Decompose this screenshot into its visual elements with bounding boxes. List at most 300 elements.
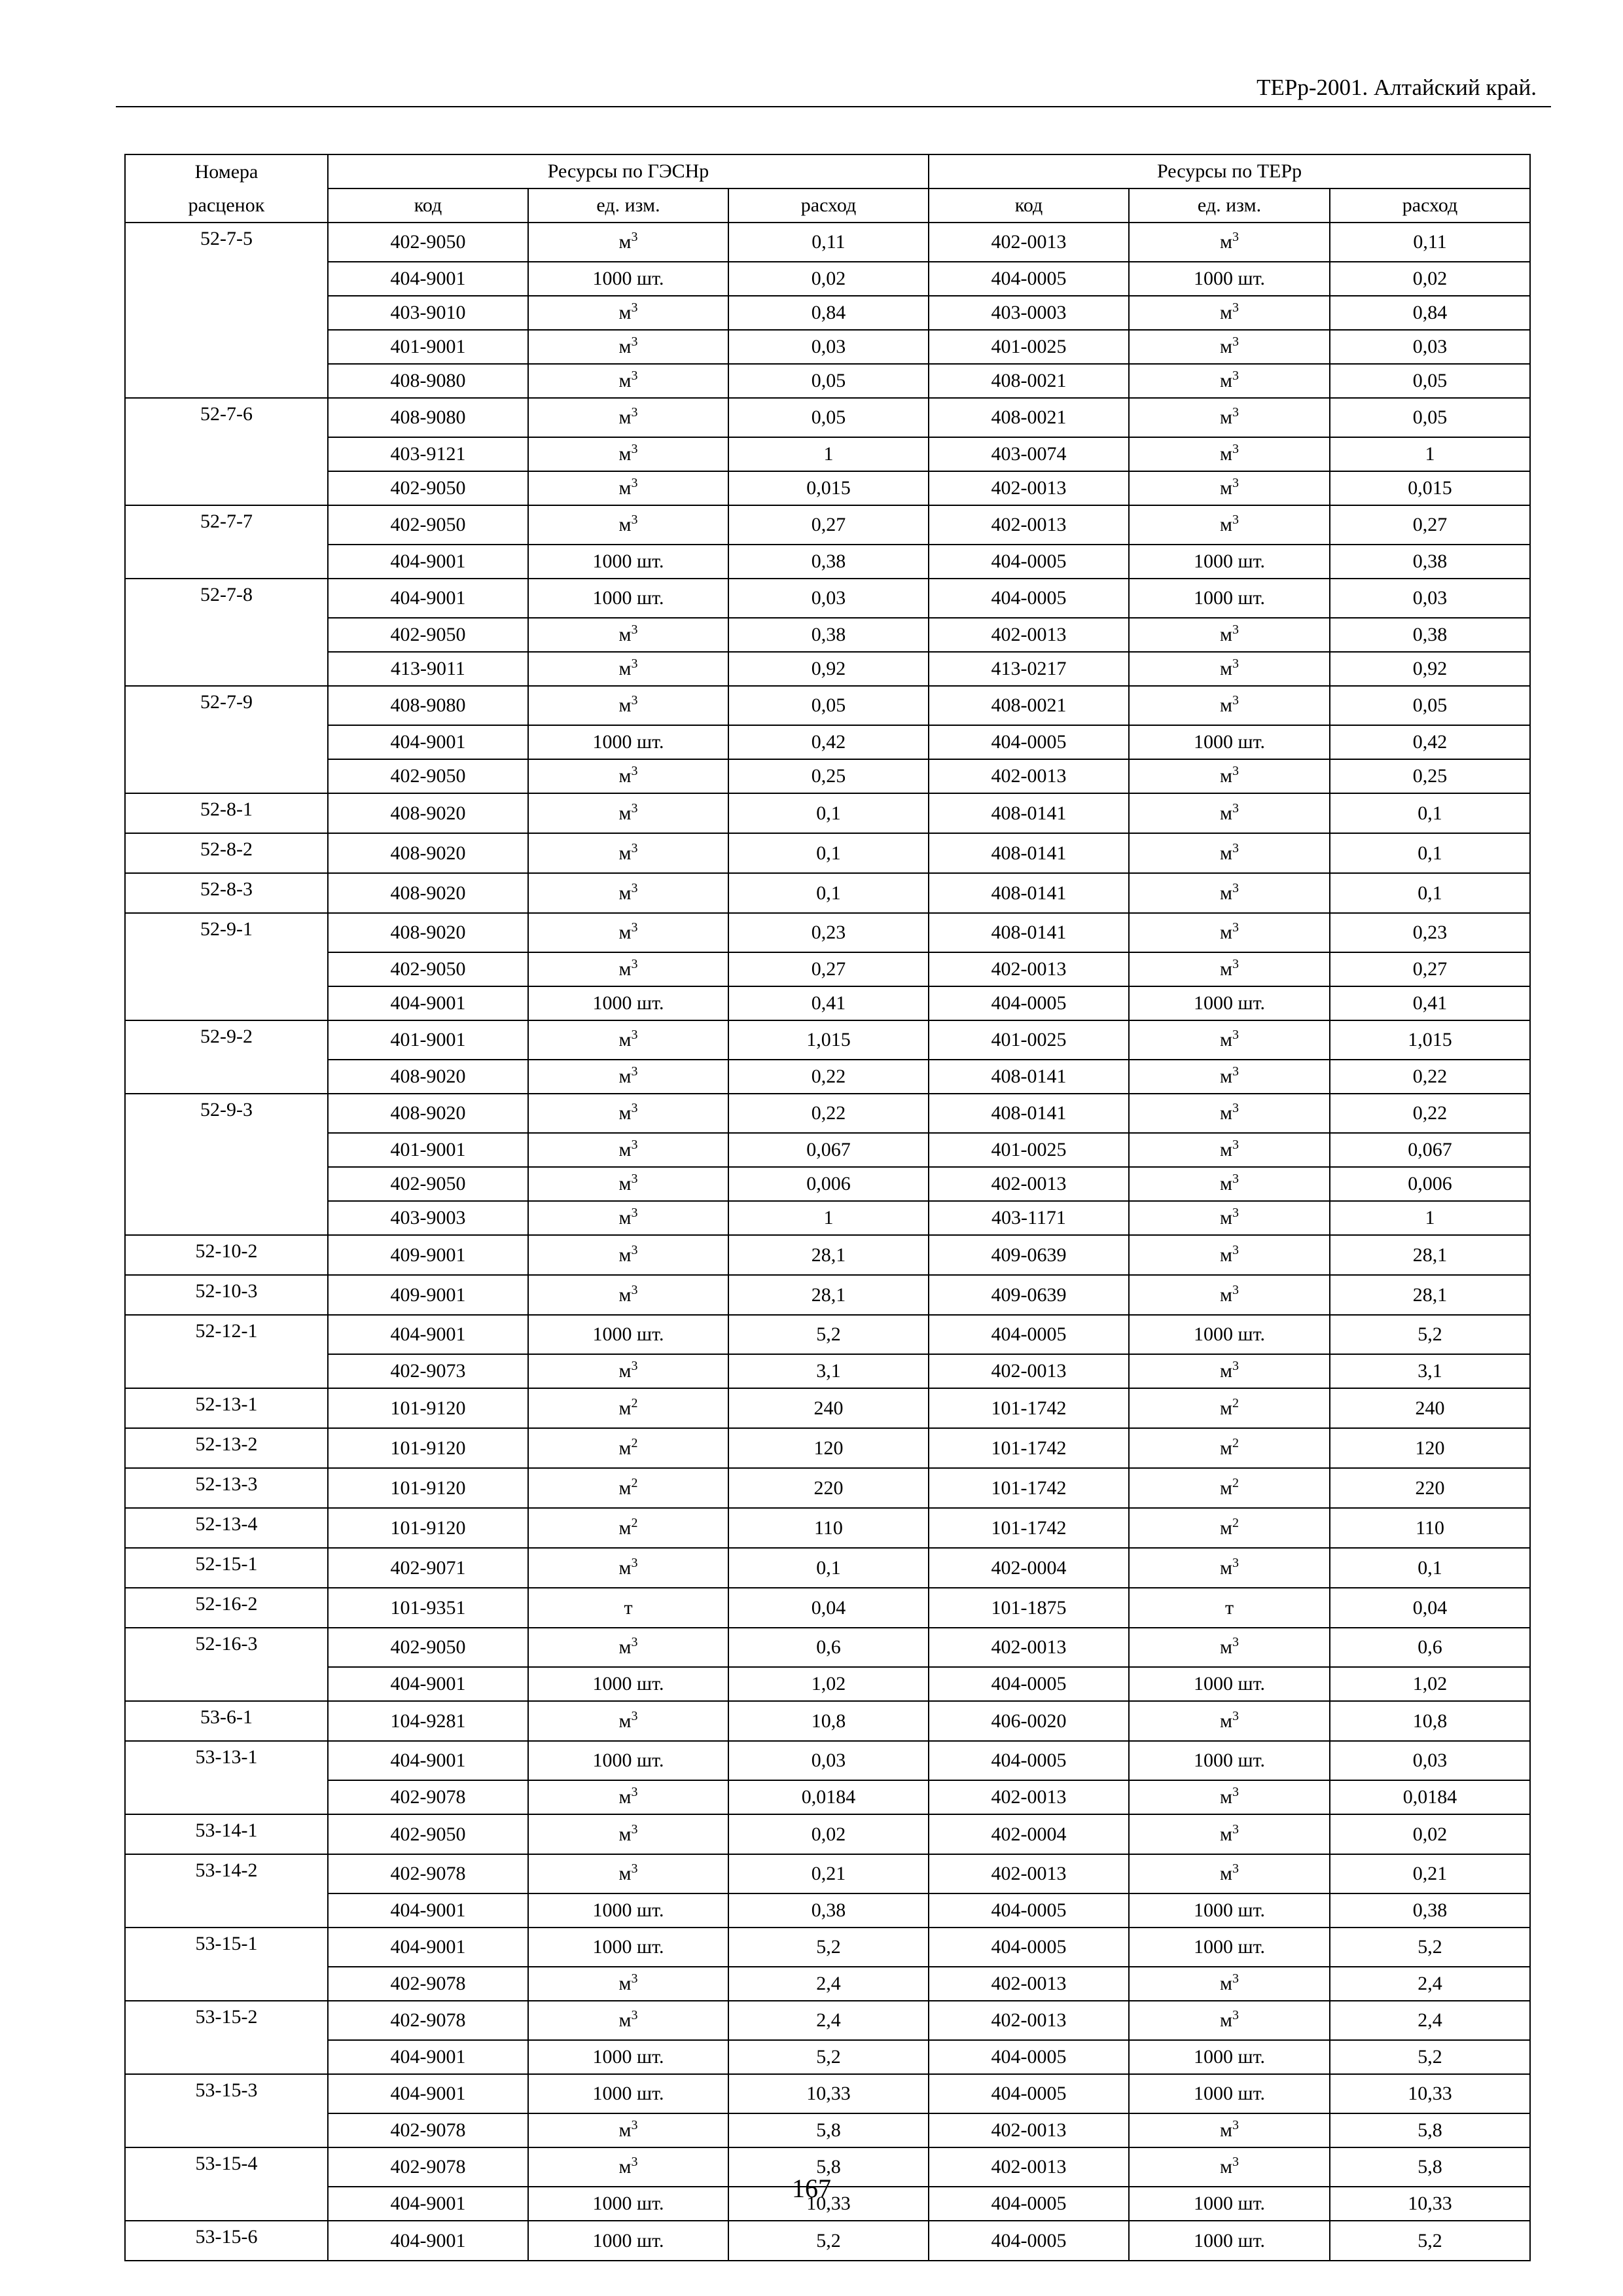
ter-unit-cell: $м^3$ [1129, 1548, 1330, 1588]
table-row [125, 1020, 1530, 1060]
ter-code-cell: 404-0005 [929, 1315, 1129, 1354]
gesn-unit-cell: 1000 шт. [528, 2040, 728, 2074]
gesn-code-cell: 404-9001 [328, 1667, 528, 1701]
gesn-code-cell: 403-9121 [328, 437, 528, 471]
gesn-unit-cell: $м^3$ [528, 652, 728, 686]
ter-rate-cell: 0,1 [1330, 873, 1530, 913]
gesn-code-cell: 401-9001 [328, 1133, 528, 1167]
ter-unit-cell: 1000 шт. [1129, 986, 1330, 1020]
ter-unit-cell: $м^3$ [1129, 2147, 1330, 2187]
ter-rate-cell: 0,92 [1330, 652, 1530, 686]
gesn-unit-cell: $м^3$ [528, 1854, 728, 1893]
gesn-rate-cell: 0,22 [728, 1060, 929, 1094]
table-row [125, 652, 1530, 686]
ter-code-cell: 404-0005 [929, 1928, 1129, 1967]
gesn-code-cell: 409-9001 [328, 1275, 528, 1315]
ter-code-cell: 402-0013 [929, 223, 1129, 262]
gesn-rate-cell: 0,23 [728, 913, 929, 952]
rate-number-cell: 52-13-1 [125, 1388, 328, 1428]
ter-unit-cell: $м^3$ [1129, 330, 1330, 364]
gesn-unit-cell: $м^3$ [528, 364, 728, 398]
gesn-code-cell: 409-9001 [328, 1235, 528, 1275]
gesn-unit-cell: $м^3$ [528, 1060, 728, 1094]
gesn-rate-cell: 5,8 [728, 2113, 929, 2147]
table-row [125, 437, 1530, 471]
rate-number-cell [125, 296, 328, 330]
gesn-rate-cell: 0,0184 [728, 1780, 929, 1814]
gesn-unit-cell: $м^2$ [528, 1508, 728, 1548]
gesn-code-cell: 101-9120 [328, 1468, 528, 1508]
ter-rate-cell: 0,015 [1330, 471, 1530, 505]
rate-number-cell [125, 952, 328, 986]
ter-rate-cell: 1,02 [1330, 1667, 1530, 1701]
gesn-rate-cell: 0,05 [728, 364, 929, 398]
ter-rate-cell: 0,41 [1330, 986, 1530, 1020]
gesn-code-cell: 408-9020 [328, 833, 528, 873]
ter-rate-cell: 2,4 [1330, 1967, 1530, 2001]
ter-unit-cell: $м^3$ [1129, 913, 1330, 952]
table-row [125, 986, 1530, 1020]
ter-unit-cell: $м^3$ [1129, 833, 1330, 873]
gesn-rate-cell: 0,38 [728, 545, 929, 579]
ter-unit-cell: 1000 шт. [1129, 545, 1330, 579]
ter-rate-cell: 120 [1330, 1428, 1530, 1468]
gesn-rate-cell: 0,067 [728, 1133, 929, 1167]
ter-unit-cell: 1000 шт. [1129, 262, 1330, 296]
table-row [125, 1588, 1530, 1628]
gesn-code-cell: 402-9078 [328, 2147, 528, 2187]
ter-code-cell: 403-0074 [929, 437, 1129, 471]
column-group-ter: Ресурсы по ТЕРр [929, 154, 1530, 188]
ter-unit-cell: $м^3$ [1129, 398, 1330, 437]
column-header-ter-rate: расход [1330, 188, 1530, 223]
gesn-rate-cell: 0,1 [728, 1548, 929, 1588]
gesn-code-cell: 408-9020 [328, 1094, 528, 1133]
gesn-rate-cell: 0,02 [728, 1814, 929, 1854]
gesn-rate-cell: 0,22 [728, 1094, 929, 1133]
ter-rate-cell: 240 [1330, 1388, 1530, 1428]
table-row [125, 2040, 1530, 2074]
gesn-unit-cell: 1000 шт. [528, 1315, 728, 1354]
rate-number-cell [125, 1667, 328, 1701]
ter-unit-cell: $м^3$ [1129, 1967, 1330, 2001]
gesn-rate-cell: 5,2 [728, 2040, 929, 2074]
table-row [125, 873, 1530, 913]
rate-number-cell: 53-6-1 [125, 1701, 328, 1741]
gesn-code-cell: 402-9050 [328, 471, 528, 505]
gesn-rate-cell: 0,1 [728, 873, 929, 913]
ter-code-cell: 402-0013 [929, 2113, 1129, 2147]
gesn-code-cell: 403-9003 [328, 1201, 528, 1235]
gesn-rate-cell: 240 [728, 1388, 929, 1428]
ter-code-cell: 408-0021 [929, 364, 1129, 398]
gesn-unit-cell: $м^3$ [528, 1020, 728, 1060]
ter-rate-cell: 0,27 [1330, 952, 1530, 986]
gesn-unit-cell: $м^3$ [528, 2001, 728, 2040]
gesn-rate-cell: 10,33 [728, 2074, 929, 2113]
ter-code-cell: 402-0013 [929, 505, 1129, 545]
ter-code-cell: 402-0013 [929, 1628, 1129, 1667]
ter-unit-cell: $м^3$ [1129, 652, 1330, 686]
table-row [125, 1854, 1530, 1893]
ter-code-cell: 402-0013 [929, 759, 1129, 793]
ter-unit-cell: 1000 шт. [1129, 725, 1330, 759]
gesn-unit-cell: $м^3$ [528, 913, 728, 952]
rate-number-cell: 53-14-1 [125, 1814, 328, 1854]
rate-number-cell [125, 2040, 328, 2074]
ter-code-cell: 406-0020 [929, 1701, 1129, 1741]
table-row [125, 2221, 1530, 2261]
ter-rate-cell: 0,38 [1330, 618, 1530, 652]
ter-rate-cell: 0,02 [1330, 262, 1530, 296]
rate-number-cell [125, 262, 328, 296]
ter-code-cell: 404-0005 [929, 2187, 1129, 2221]
gesn-rate-cell: 0,21 [728, 1854, 929, 1893]
table-row [125, 1428, 1530, 1468]
gesn-unit-cell: $м^2$ [528, 1468, 728, 1508]
table-row [125, 1060, 1530, 1094]
ter-rate-cell: 3,1 [1330, 1354, 1530, 1388]
gesn-rate-cell: 3,1 [728, 1354, 929, 1388]
ter-unit-cell: $м^3$ [1129, 505, 1330, 545]
gesn-unit-cell: $м^3$ [528, 223, 728, 262]
rate-number-cell [125, 1893, 328, 1928]
rate-number-cell: 52-13-3 [125, 1468, 328, 1508]
ter-unit-cell: $м^2$ [1129, 1508, 1330, 1548]
table-row [125, 913, 1530, 952]
gesn-unit-cell: $м^3$ [528, 505, 728, 545]
gesn-rate-cell: 0,006 [728, 1167, 929, 1201]
ter-code-cell: 402-0013 [929, 1967, 1129, 2001]
ter-rate-cell: 0,03 [1330, 1741, 1530, 1780]
rate-number-cell: 53-15-3 [125, 2074, 328, 2113]
gesn-code-cell: 404-9001 [328, 2221, 528, 2261]
gesn-code-cell: 402-9050 [328, 505, 528, 545]
gesn-unit-cell: $м^3$ [528, 1275, 728, 1315]
gesn-code-cell: 404-9001 [328, 2187, 528, 2221]
table-row [125, 1893, 1530, 1928]
table-row [125, 296, 1530, 330]
gesn-unit-cell: $м^3$ [528, 398, 728, 437]
ter-rate-cell: 0,84 [1330, 296, 1530, 330]
table-row [125, 364, 1530, 398]
ter-unit-cell: $м^2$ [1129, 1388, 1330, 1428]
rate-number-cell: 52-16-3 [125, 1628, 328, 1667]
rate-number-cell: 52-9-3 [125, 1094, 328, 1133]
rate-number-cell: 52-7-6 [125, 398, 328, 437]
ter-unit-cell: 1000 шт. [1129, 2221, 1330, 2261]
ter-unit-cell: 1000 шт. [1129, 1893, 1330, 1928]
ter-code-cell: 404-0005 [929, 1667, 1129, 1701]
ter-unit-cell: $м^3$ [1129, 793, 1330, 833]
ter-unit-cell: $м^3$ [1129, 686, 1330, 725]
gesn-code-cell: 404-9001 [328, 725, 528, 759]
ter-code-cell: 101-1875 [929, 1588, 1129, 1628]
gesn-rate-cell: 5,2 [728, 1928, 929, 1967]
rate-number-cell: 52-7-8 [125, 579, 328, 618]
rate-number-cell: 52-9-1 [125, 913, 328, 952]
gesn-code-cell: 408-9020 [328, 913, 528, 952]
ter-unit-cell: 1000 шт. [1129, 1928, 1330, 1967]
ter-unit-cell: $м^3$ [1129, 364, 1330, 398]
ter-unit-cell: $м^3$ [1129, 1094, 1330, 1133]
ter-rate-cell: 0,006 [1330, 1167, 1530, 1201]
ter-code-cell: 409-0639 [929, 1275, 1129, 1315]
gesn-unit-cell: 1000 шт. [528, 579, 728, 618]
gesn-code-cell: 402-9050 [328, 1167, 528, 1201]
table-row [125, 725, 1530, 759]
rate-number-cell: 52-16-2 [125, 1588, 328, 1628]
gesn-code-cell: 402-9050 [328, 952, 528, 986]
ter-unit-cell: $м^3$ [1129, 1354, 1330, 1388]
ter-code-cell: 402-0013 [929, 618, 1129, 652]
gesn-rate-cell: 0,05 [728, 686, 929, 725]
ter-code-cell: 404-0005 [929, 2221, 1129, 2261]
rate-number-cell [125, 545, 328, 579]
ter-rate-cell: 10,8 [1330, 1701, 1530, 1741]
ter-unit-cell: $м^3$ [1129, 1814, 1330, 1854]
gesn-code-cell: 408-9080 [328, 364, 528, 398]
ter-code-cell: 404-0005 [929, 2074, 1129, 2113]
gesn-rate-cell: 1,015 [728, 1020, 929, 1060]
table-row [125, 2001, 1530, 2040]
ter-unit-cell: $м^3$ [1129, 1201, 1330, 1235]
rate-number-cell: 53-15-4 [125, 2147, 328, 2187]
ter-unit-cell: $м^3$ [1129, 759, 1330, 793]
ter-code-cell: 404-0005 [929, 986, 1129, 1020]
gesn-unit-cell: 1000 шт. [528, 1741, 728, 1780]
gesn-rate-cell: 0,03 [728, 330, 929, 364]
gesn-rate-cell: 110 [728, 1508, 929, 1548]
ter-rate-cell: 0,03 [1330, 579, 1530, 618]
gesn-unit-cell: $м^3$ [528, 2113, 728, 2147]
ter-unit-cell: $м^3$ [1129, 1235, 1330, 1275]
ter-rate-cell: 0,25 [1330, 759, 1530, 793]
gesn-rate-cell: 0,25 [728, 759, 929, 793]
rate-number-cell [125, 1201, 328, 1235]
ter-code-cell: 413-0217 [929, 652, 1129, 686]
table-row [125, 1814, 1530, 1854]
table-row [125, 262, 1530, 296]
gesn-code-cell: 402-9071 [328, 1548, 528, 1588]
ter-unit-cell: $м^3$ [1129, 1020, 1330, 1060]
ter-rate-cell: 0,23 [1330, 913, 1530, 952]
ter-code-cell: 402-0013 [929, 1167, 1129, 1201]
table-row [125, 952, 1530, 986]
ter-code-cell: 402-0013 [929, 2147, 1129, 2187]
gesn-rate-cell: 0,92 [728, 652, 929, 686]
column-header-number-top: Номера [125, 154, 328, 188]
gesn-rate-cell: 0,38 [728, 618, 929, 652]
ter-code-cell: 402-0013 [929, 2001, 1129, 2040]
gesn-rate-cell: 0,1 [728, 793, 929, 833]
gesn-code-cell: 101-9120 [328, 1388, 528, 1428]
gesn-code-cell: 413-9011 [328, 652, 528, 686]
ter-unit-cell: $м^3$ [1129, 2113, 1330, 2147]
gesn-code-cell: 402-9078 [328, 1854, 528, 1893]
ter-rate-cell: 28,1 [1330, 1235, 1530, 1275]
ter-unit-cell: 1000 шт. [1129, 579, 1330, 618]
ter-code-cell: 401-0025 [929, 1133, 1129, 1167]
ter-unit-cell: $м^2$ [1129, 1428, 1330, 1468]
ter-code-cell: 402-0013 [929, 952, 1129, 986]
ter-code-cell: 402-0013 [929, 1780, 1129, 1814]
ter-code-cell: 409-0639 [929, 1235, 1129, 1275]
gesn-code-cell: 404-9001 [328, 1741, 528, 1780]
ter-unit-cell: $м^3$ [1129, 1854, 1330, 1893]
ter-code-cell: 402-0004 [929, 1814, 1129, 1854]
ter-unit-cell: 1000 шт. [1129, 1667, 1330, 1701]
ter-unit-cell: $м^3$ [1129, 1275, 1330, 1315]
ter-code-cell: 404-0005 [929, 1893, 1129, 1928]
gesn-unit-cell: $м^3$ [528, 618, 728, 652]
gesn-unit-cell: $м^3$ [528, 2147, 728, 2187]
table-row [125, 471, 1530, 505]
table-row [125, 1928, 1530, 1967]
table-header-row-1 [125, 154, 1530, 188]
ter-unit-cell: $м^3$ [1129, 471, 1330, 505]
gesn-code-cell: 408-9020 [328, 873, 528, 913]
ter-unit-cell: 1000 шт. [1129, 1315, 1330, 1354]
rate-number-cell: 52-8-3 [125, 873, 328, 913]
gesn-unit-cell: $м^3$ [528, 873, 728, 913]
gesn-unit-cell: $м^2$ [528, 1428, 728, 1468]
ter-code-cell: 101-1742 [929, 1388, 1129, 1428]
rate-number-cell [125, 2113, 328, 2147]
gesn-code-cell: 408-9020 [328, 1060, 528, 1094]
ter-rate-cell: 1 [1330, 1201, 1530, 1235]
gesn-rate-cell: 0,11 [728, 223, 929, 262]
column-header-ter-code: код [929, 188, 1129, 223]
table-row [125, 1548, 1530, 1588]
ter-rate-cell: 5,2 [1330, 1928, 1530, 1967]
gesn-code-cell: 401-9001 [328, 330, 528, 364]
gesn-unit-cell: 1000 шт. [528, 725, 728, 759]
rate-number-cell [125, 1354, 328, 1388]
table-row [125, 1388, 1530, 1428]
gesn-unit-cell: $м^3$ [528, 1167, 728, 1201]
table-row [125, 759, 1530, 793]
table-row [125, 833, 1530, 873]
ter-unit-cell: $м^3$ [1129, 2001, 1330, 2040]
rate-number-cell [125, 652, 328, 686]
ter-unit-cell: 1000 шт. [1129, 1741, 1330, 1780]
ter-rate-cell: 0,22 [1330, 1060, 1530, 1094]
ter-code-cell: 403-0003 [929, 296, 1129, 330]
table-row [125, 1701, 1530, 1741]
table-row [125, 1468, 1530, 1508]
ter-rate-cell: 5,2 [1330, 2040, 1530, 2074]
table-row [125, 1235, 1530, 1275]
table-row [125, 1508, 1530, 1548]
gesn-code-cell: 402-9073 [328, 1354, 528, 1388]
gesn-code-cell: 404-9001 [328, 1928, 528, 1967]
table-row [125, 1133, 1530, 1167]
gesn-unit-cell: 1000 шт. [528, 1893, 728, 1928]
gesn-unit-cell: 1000 шт. [528, 1928, 728, 1967]
table-row [125, 1667, 1530, 1701]
gesn-unit-cell: $м^3$ [528, 833, 728, 873]
ter-rate-cell: 0,05 [1330, 364, 1530, 398]
column-header-number-bottom: расценок [125, 188, 328, 223]
gesn-rate-cell: 0,42 [728, 725, 929, 759]
page-header [116, 73, 1551, 107]
ter-rate-cell: 5,2 [1330, 1315, 1530, 1354]
table-row [125, 1741, 1530, 1780]
gesn-unit-cell: $м^3$ [528, 1201, 728, 1235]
ter-unit-cell: 1000 шт. [1129, 2040, 1330, 2074]
gesn-code-cell: 402-9050 [328, 759, 528, 793]
rate-number-cell: 52-15-1 [125, 1548, 328, 1588]
ter-unit-cell: $м^3$ [1129, 1780, 1330, 1814]
gesn-rate-cell: 120 [728, 1428, 929, 1468]
gesn-unit-cell: $м^3$ [528, 437, 728, 471]
ter-rate-cell: 28,1 [1330, 1275, 1530, 1315]
ter-rate-cell: 2,4 [1330, 2001, 1530, 2040]
table-row [125, 1275, 1530, 1315]
rate-number-cell [125, 1967, 328, 2001]
ter-rate-cell: 0,1 [1330, 793, 1530, 833]
ter-unit-cell: $м^3$ [1129, 952, 1330, 986]
gesn-unit-cell: 1000 шт. [528, 2187, 728, 2221]
gesn-unit-cell: 1000 шт. [528, 1667, 728, 1701]
gesn-unit-cell: $м^3$ [528, 1628, 728, 1667]
gesn-rate-cell: 1 [728, 437, 929, 471]
ter-code-cell: 402-0004 [929, 1548, 1129, 1588]
ter-unit-cell: $м^3$ [1129, 437, 1330, 471]
ter-unit-cell: $м^3$ [1129, 1133, 1330, 1167]
rate-number-cell: 52-7-5 [125, 223, 328, 262]
ter-unit-cell: 1000 шт. [1129, 2187, 1330, 2221]
table-body [125, 223, 1530, 2261]
column-group-gesn: Ресурсы по ГЭСНр [328, 154, 929, 188]
gesn-rate-cell: 5,2 [728, 2221, 929, 2261]
column-header-gesn-code: код [328, 188, 528, 223]
ter-unit-cell: 1000 шт. [1129, 2074, 1330, 2113]
ter-code-cell: 408-0141 [929, 873, 1129, 913]
ter-rate-cell: 0,02 [1330, 1814, 1530, 1854]
rate-number-cell: 52-10-3 [125, 1275, 328, 1315]
table-row [125, 1315, 1530, 1354]
gesn-code-cell: 404-9001 [328, 1315, 528, 1354]
ter-unit-cell: $м^3$ [1129, 223, 1330, 262]
gesn-rate-cell: 10,33 [728, 2187, 929, 2221]
ter-rate-cell: 0,03 [1330, 330, 1530, 364]
rate-number-cell: 52-8-1 [125, 793, 328, 833]
gesn-code-cell: 402-9050 [328, 223, 528, 262]
ter-code-cell: 101-1742 [929, 1428, 1129, 1468]
rate-number-cell: 52-13-4 [125, 1508, 328, 1548]
rate-number-cell: 52-12-1 [125, 1315, 328, 1354]
table-row [125, 330, 1530, 364]
ter-rate-cell: 1 [1330, 437, 1530, 471]
rate-number-cell [125, 437, 328, 471]
gesn-unit-cell: $м^3$ [528, 1548, 728, 1588]
rate-number-cell [125, 986, 328, 1020]
rate-number-cell [125, 1133, 328, 1167]
ter-code-cell: 101-1742 [929, 1468, 1129, 1508]
gesn-rate-cell: 1,02 [728, 1667, 929, 1701]
table-row [125, 223, 1530, 262]
rate-number-cell: 52-9-2 [125, 1020, 328, 1060]
ter-code-cell: 101-1742 [929, 1508, 1129, 1548]
gesn-unit-cell: $м^3$ [528, 1780, 728, 1814]
gesn-rate-cell: 0,04 [728, 1588, 929, 1628]
gesn-unit-cell: $м^3$ [528, 1133, 728, 1167]
table-row [125, 793, 1530, 833]
column-header-gesn-rate: расход [728, 188, 929, 223]
ter-unit-cell: $м^3$ [1129, 1060, 1330, 1094]
